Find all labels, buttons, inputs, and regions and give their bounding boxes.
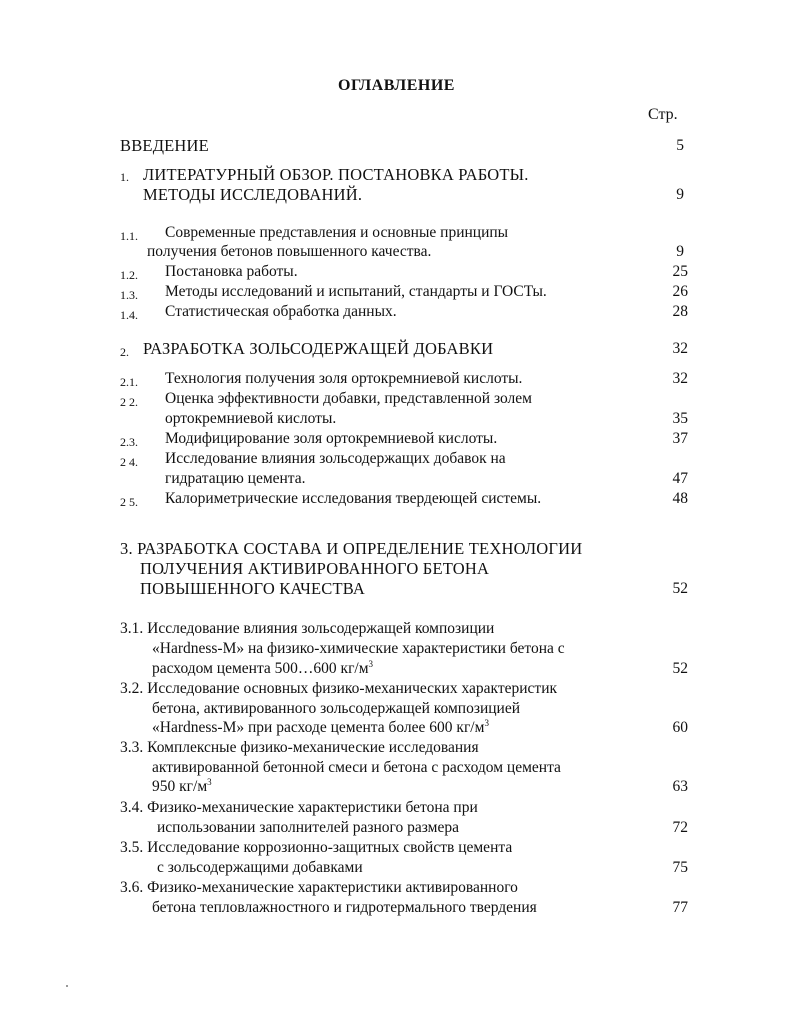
toc-ch3-line3: ПОВЫШЕННОГО КАЧЕСТВА bbox=[140, 579, 366, 598]
toc-3-4-line1: 3.4. Физико-механические характеристики бетона при bbox=[120, 799, 478, 816]
toc-3-4-line2: использовании заполнителей разного размера bbox=[157, 819, 460, 836]
toc-1-2-text: Постановка работы. bbox=[165, 263, 298, 280]
toc-3-5-line1: 3.5. Исследование коррозионно-защитных свойств цемента bbox=[120, 839, 513, 856]
toc-ch3-line2: ПОЛУЧЕНИЯ АКТИВИРОВАННОГО БЕТОНА bbox=[140, 559, 490, 578]
toc-ch2-page: 32 bbox=[672, 340, 688, 357]
toc-2-4-page: 47 bbox=[672, 470, 688, 487]
toc-3-1-sup: 3 bbox=[368, 659, 374, 669]
toc-ch1-line1: ЛИТЕРАТУРНЫЙ ОБЗОР. ПОСТАНОВКА РАБОТЫ. bbox=[143, 165, 529, 184]
toc-2-5-text: Калориметрические исследования твердеющей системы. bbox=[165, 490, 542, 507]
toc-3-6-page: 77 bbox=[672, 899, 688, 916]
toc-3-3-sup: 3 bbox=[207, 777, 212, 787]
toc-3-3-line3 bbox=[152, 778, 212, 796]
page-title: ОГЛАВЛЕНИЕ bbox=[338, 77, 455, 94]
toc-2-4-line2: гидратацию цемента. bbox=[165, 470, 306, 487]
toc-2-3-text: Модифицирование золя ортокремниевой кислоты. bbox=[165, 430, 498, 447]
toc-1-2-num: 1.2. bbox=[120, 268, 138, 282]
toc-3-6-line1: 3.6. Физико-механические характеристики активированного bbox=[120, 879, 518, 896]
toc-3-2-sup: 3 bbox=[484, 718, 489, 728]
toc-ch3-line1: 3. РАЗРАБОТКА СОСТАВА И ОПРЕДЕЛЕНИЕ ТЕХНОЛОГИИ bbox=[120, 539, 583, 558]
toc-3-2-line1: 3.2. Исследование основных физико-механических характеристик bbox=[120, 680, 558, 697]
toc-2-4-line1: Исследование влияния зольсодержащих добавок на bbox=[165, 450, 506, 467]
toc-3-6-line2: бетона тепловлажностного и гидротермального твердения bbox=[152, 899, 537, 916]
toc-3-1-line2: «Hardness-M» на физико-химические характеристики бетона с bbox=[152, 640, 565, 657]
toc-ch2-num: 2. bbox=[120, 345, 129, 359]
toc-ch3-page: 52 bbox=[672, 580, 688, 597]
toc-3-3-line3-text: 950 кг/м bbox=[152, 778, 208, 795]
toc-1-4-num: 1.4. bbox=[120, 308, 138, 322]
toc-1-1-page: 9 bbox=[676, 243, 684, 260]
toc-3-3-line2: активированной бетонной смеси и бетона с расходом цемента bbox=[152, 759, 561, 776]
toc-3-4-page: 72 bbox=[672, 819, 688, 836]
toc-2-1-page: 32 bbox=[672, 370, 688, 387]
toc-1-4-page: 28 bbox=[672, 303, 688, 320]
toc-ch1-num: 1. bbox=[120, 170, 129, 184]
toc-3-1-line1: 3.1. Исследование влияния зольсодержащей композиции bbox=[120, 620, 495, 637]
toc-3-1-line3-text: расходом цемента 500…600 кг/м bbox=[152, 660, 369, 677]
toc-1-3-page: 26 bbox=[672, 283, 688, 300]
toc-3-2-page: 60 bbox=[672, 719, 688, 736]
toc-3-5-line2: с зольсодержащими добавками bbox=[157, 859, 363, 876]
toc-1-2-page: 25 bbox=[672, 263, 688, 280]
toc-3-1-page: 52 bbox=[672, 660, 688, 677]
toc-3-3-page: 63 bbox=[672, 778, 688, 795]
toc-intro-page: 5 bbox=[676, 137, 684, 154]
toc-2-5-page: 48 bbox=[672, 490, 688, 507]
toc-2-1-text: Технология получения золя ортокремниевой кислоты. bbox=[165, 370, 523, 387]
toc-1-1-line2: получения бетонов повышенного качества. bbox=[147, 243, 432, 260]
toc-ch2-text: РАЗРАБОТКА ЗОЛЬСОДЕРЖАЩЕЙ ДОБАВКИ bbox=[143, 339, 494, 358]
toc-ch1-page: 9 bbox=[676, 186, 684, 203]
toc-1-4-text: Статистическая обработка данных. bbox=[165, 303, 397, 320]
toc-2-3-page: 37 bbox=[672, 430, 688, 447]
toc-intro: ВВЕДЕНИЕ bbox=[120, 136, 209, 155]
toc-1-3-text: Методы исследований и испытаний, стандарты и ГОСТы. bbox=[165, 283, 547, 300]
toc-1-1-num: 1.1. bbox=[120, 229, 138, 243]
toc-2-2-page: 35 bbox=[672, 410, 688, 427]
toc-3-3-line1: 3.3. Комплексные физико-механические исследования bbox=[120, 739, 479, 756]
toc-3-2-line2: бетона, активированного зольсодержащей композицией bbox=[152, 700, 521, 717]
toc-3-5-page: 75 bbox=[672, 859, 688, 876]
scan-speck bbox=[66, 985, 68, 987]
toc-2-3-num: 2.3. bbox=[120, 435, 138, 449]
toc-2-2-line1: Оценка эффективности добавки, представленной золем bbox=[165, 390, 532, 407]
page-column-label: Стр. bbox=[648, 106, 678, 123]
toc-2-4-num: 2 4. bbox=[120, 455, 138, 469]
toc-1-3-num: 1.3. bbox=[120, 288, 138, 302]
toc-3-2-line3-text: «Hardness-M» при расходе цемента более 600 кг/м bbox=[152, 719, 485, 736]
toc-3-1-line3 bbox=[152, 660, 373, 678]
toc-2-2-num: 2 2. bbox=[120, 395, 138, 409]
toc-ch1-line2: МЕТОДЫ ИССЛЕДОВАНИЙ. bbox=[143, 185, 363, 204]
toc-2-2-line2: ортокремниевой кислоты. bbox=[165, 410, 337, 427]
toc-2-5-num: 2 5. bbox=[120, 495, 138, 509]
toc-3-2-line3 bbox=[152, 719, 489, 737]
toc-2-1-num: 2.1. bbox=[120, 375, 138, 389]
toc-1-1-line1: Современные представления и основные принципы bbox=[165, 224, 509, 241]
